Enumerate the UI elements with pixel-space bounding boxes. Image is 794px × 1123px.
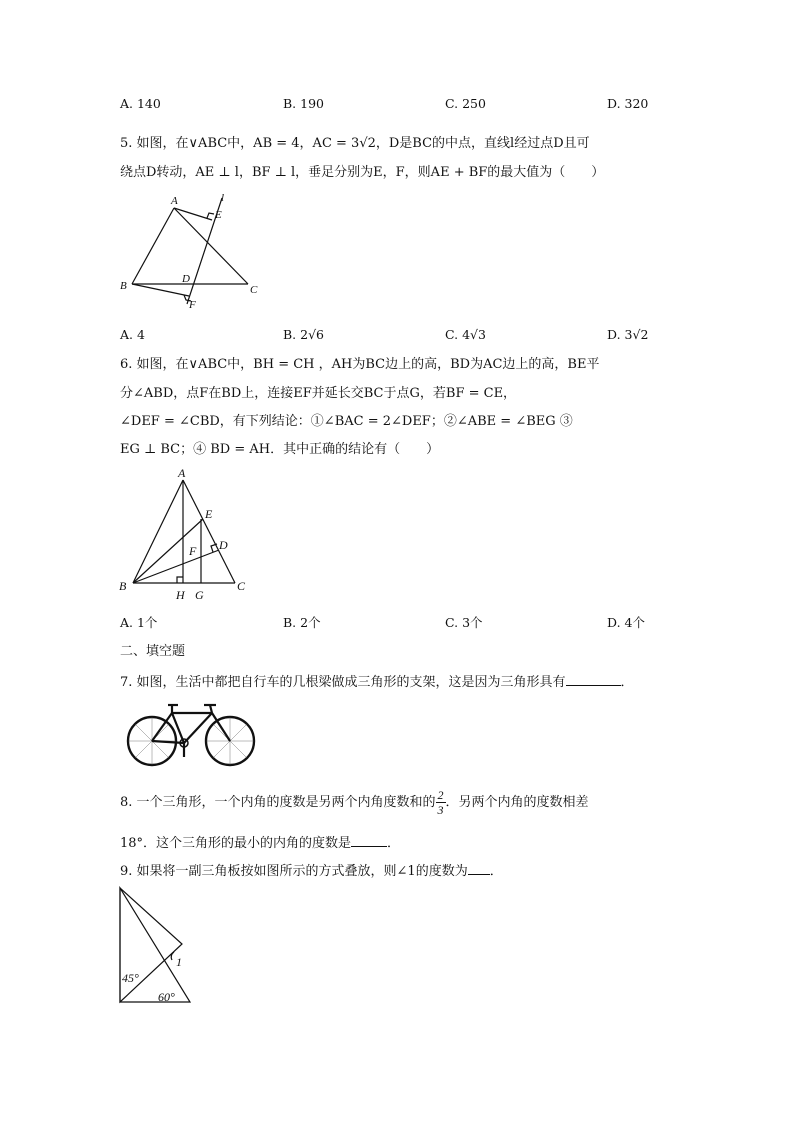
q5-line-1: 5. 如图，在∨ABC中，AB = 4，AC = 3√2，D是BC的中点，直线l经过点D且可 <box>120 136 590 151</box>
q6-line-4: EG ⊥ BC；④ BD = AH．其中正确的结论有（ ） <box>120 442 440 457</box>
q6-label-a: A <box>178 466 186 480</box>
q7-answer-blank[interactable] <box>566 673 621 686</box>
section-2-heading: 二、填空题 <box>120 644 186 659</box>
q5-seg-ab <box>132 208 174 284</box>
q8-fraction <box>436 788 446 817</box>
q8-fraction-numerator: 2 <box>437 788 444 802</box>
q4-option-a[interactable]: A. 140 <box>120 96 161 111</box>
q6-seg-bd <box>133 550 219 583</box>
q7-text <box>120 673 634 689</box>
q4-option-b[interactable]: B. 190 <box>283 96 324 111</box>
q6-option-d[interactable]: D. 4个 <box>607 615 645 630</box>
q5-label-e: E <box>215 209 222 221</box>
q8-fraction-denominator: 3 <box>437 803 444 817</box>
bike-spokes <box>128 717 254 765</box>
q6-option-a[interactable]: A. 1个 <box>120 615 158 630</box>
q8-line-1 <box>120 788 589 818</box>
q9-prompt: 9. 如果将一副三角板按如图所示的方式叠放，则∠1的度数为 <box>120 864 468 879</box>
q9-set-squares-figure <box>116 884 196 1006</box>
q9-label-angle-1: 1 <box>176 955 182 969</box>
q5-label-c: C <box>250 284 258 296</box>
q6-label-e: E <box>205 507 213 521</box>
q5-figure <box>115 192 275 317</box>
q5-label-f: F <box>189 299 196 311</box>
q7-end: ． <box>620 675 634 690</box>
q8-prompt-part-1: 8. 一个三角形，一个内角的度数是另两个内角度数和的 <box>120 795 436 810</box>
q9-label-60: 60° <box>158 990 175 1004</box>
q8-prompt-part-2: ．另两个内角的度数相差 <box>445 795 589 810</box>
q5-option-a[interactable]: A. 4 <box>120 327 145 342</box>
q5-option-d[interactable]: D. 3√2 <box>607 327 649 342</box>
q5-label-b: B <box>120 280 127 292</box>
q5-label-a: A <box>171 195 178 207</box>
q6-line-3: ∠DEF = ∠CBD，有下列结论：①∠BAC = 2∠DEF；②∠ABE = ∠BEG ③ <box>120 414 573 429</box>
q6-label-d: D <box>219 538 228 552</box>
q9-end: ． <box>489 864 503 879</box>
q6-option-b[interactable]: B. 2个 <box>283 615 321 630</box>
q4-option-c[interactable]: C. 250 <box>445 96 486 111</box>
q7-prompt: 7. 如图，生活中都把自行车的几根梁做成三角形的支架，这是因为三角形具有 <box>120 675 566 690</box>
q6-label-f: F <box>189 544 197 558</box>
q8-end: ． <box>387 836 401 851</box>
q6-figure <box>115 466 255 606</box>
q9-label-45: 45° <box>122 971 139 985</box>
q6-label-g: G <box>195 588 204 602</box>
q6-label-c: C <box>237 579 246 593</box>
q6-option-c[interactable]: C. 3个 <box>445 615 483 630</box>
bike-frame <box>152 705 230 757</box>
q5-line-2: 绕点D转动，AE ⊥ l，BF ⊥ l，垂足分别为E，F，则AE + BF的最大值为（ ） <box>120 165 605 180</box>
q8-line-2 <box>120 834 400 850</box>
q8-prompt-line-2: 18°．这个三角形的最小的内角的度数是 <box>120 836 352 851</box>
q7-bicycle-figure <box>124 699 258 767</box>
q6-label-b: B <box>119 579 127 593</box>
q5-seg-bf <box>132 284 189 296</box>
q6-right-angle-h <box>177 577 183 583</box>
q5-option-c[interactable]: C. 4√3 <box>445 327 486 342</box>
q6-label-h: H <box>176 588 185 602</box>
q4-option-d[interactable]: D. 320 <box>607 96 649 111</box>
q6-line-2: 分∠ABD，点F在BD上，连接EF并延长交BC于点G，若BF = CE， <box>120 386 517 401</box>
q5-right-angle-e <box>207 213 214 218</box>
q6-seg-ab <box>133 480 183 583</box>
q9-text <box>120 862 503 878</box>
q9-answer-blank[interactable] <box>468 862 490 875</box>
q8-answer-blank[interactable] <box>351 834 387 847</box>
q6-seg-ac <box>183 480 235 583</box>
q5-option-b[interactable]: B. 2√6 <box>283 327 325 342</box>
q6-line-1: 6. 如图，在∨ABC中，BH = CH ，AH为BC边上的高，BD为AC边上的高，BE平 <box>120 357 600 372</box>
q5-label-l: l <box>221 192 225 204</box>
q5-label-d: D <box>182 273 190 285</box>
